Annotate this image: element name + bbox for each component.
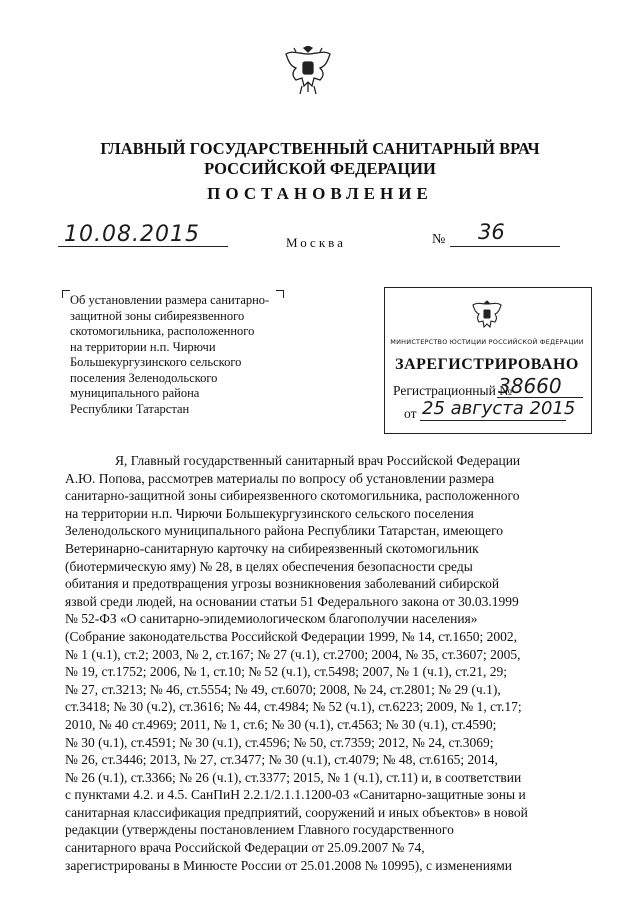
stamp-eagle-emblem-icon <box>470 300 504 334</box>
stamp-date: 25 августа 2015 <box>422 398 576 419</box>
subject-line: защитной зоны сибиреязвенного <box>70 308 245 323</box>
subject-bracket-left <box>62 290 70 298</box>
body-line: 2010, № 40 ст.4969; 2011, № 1, ст.6; № 30 (ч.1), ст.4563; № 30 (ч.1), ст.4590; <box>65 716 497 732</box>
body-line: Зеленодольского муниципального района Республики Татарстан, имеющего <box>65 523 504 539</box>
body-line: санитарная классификация предприятий, сооружений и иных объектов» в новой <box>65 804 528 820</box>
body-line: (биотермическую яму) № 28, в целях обеспечения безопасности среды <box>65 558 473 574</box>
body-line: Я, Главный государственный санитарный врач Российской Федерации <box>115 453 521 468</box>
body-line: на территории н.п. Чирючи Большекургузинского сельского поселения <box>65 505 474 521</box>
body-line: А.Ю. Попова, рассмотрев материалы по вопросу об установлении размера <box>65 470 495 486</box>
stamp-from-label: от <box>404 406 417 421</box>
body-line: ст.3418; № 30 (ч.2), ст.3616; № 44, ст.4984; № 52 (ч.1), ст.6223; 2009, № 1, ст.17; <box>65 699 522 715</box>
body-paragraph <box>65 452 579 874</box>
body-line: № 19, ст.1752; 2006, № 1, ст.10; № 52 (ч.1), ст.5498; 2007, № 1 (ч.1), ст.21, 29; <box>65 664 507 680</box>
stamp-regno: 38660 <box>498 374 562 398</box>
body-line: редакции (утверждены постановлением Главного государственного <box>65 822 454 838</box>
stamp-regno-label: Регистрационный № <box>393 383 513 398</box>
body-line: санитарного врача Российской Федерации от 25.09.2007 № 74, <box>65 840 425 856</box>
stamp-registered: ЗАРЕГИСТРИРОВАНО <box>395 356 579 373</box>
number-underline <box>450 246 560 247</box>
subject-block <box>70 293 290 417</box>
subject-line: Большекургузинского сельского <box>70 355 242 369</box>
double-headed-eagle-emblem-icon <box>282 46 334 96</box>
body-line: № 26 (ч.1), ст.3366; № 26 (ч.1), ст.3377; 2015, № 1 (ч.1), ст.11) и, в соответствии <box>65 769 522 785</box>
body-line: обитания и предотвращения угрозы возникновения заболеваний сибирской <box>65 576 500 592</box>
document-type: ПОСТАНОВЛЕНИЕ <box>207 184 433 203</box>
body-line: № 26, ст.3446; 2013, № 27, ст.3477; № 30 (ч.1), ст.4079; № 48, ст.6165; 2014, <box>65 752 498 768</box>
document-number: 36 <box>478 220 505 244</box>
subject-line: Об установлении размера санитарно- <box>70 293 270 307</box>
stamp-date-underline <box>420 420 566 421</box>
subject-line: скотомогильника, расположенного <box>70 324 255 338</box>
body-line: Ветеринарно-санитарную карточку на сибиреязвенный скотомогильник <box>65 540 479 556</box>
issuer-title-line-1: ГЛАВНЫЙ ГОСУДАРСТВЕННЫЙ САНИТАРНЫЙ ВРАЧ <box>100 139 540 158</box>
body-line: № 52-ФЗ «О санитарно-эпидемиологическом благополучии населения» <box>65 611 478 627</box>
body-line: зарегистрированы в Минюсте России от 25.01.2008 № 10995), с изменениями <box>65 857 512 873</box>
body-line: с пунктами 4.2. и 4.5. СанПиН 2.2.1/2.1.1.1200-03 «Санитарно-защитные зоны и <box>65 787 526 803</box>
stamp-ministry: МИНИСТЕРСТВО ЮСТИЦИИ РОССИЙСКОЙ ФЕДЕРАЦИИ <box>390 338 584 346</box>
body-line: № 27, ст.3213; № 46, ст.5554; № 49, ст.6070; 2008, № 24, ст.2801; № 29 (ч.1), <box>65 681 501 697</box>
issuer-title-line-2: РОССИЙСКОЙ ФЕДЕРАЦИИ <box>204 159 436 178</box>
subject-line: на территории н.п. Чирючи <box>70 339 216 354</box>
body-line: № 30 (ч.1), ст.4591; № 30 (ч.1), ст.4596; № 50, ст.7359; 2012, № 24, ст.3069; <box>65 734 494 750</box>
number-label: № <box>432 232 446 247</box>
date-underline <box>58 246 228 247</box>
subject-line: муниципального района <box>70 386 200 400</box>
body-line: № 1 (ч.1), ст.2; 2003, № 2, ст.167; № 27 (ч.1), ст.2700; 2004, № 35, ст.3607; 2005, <box>65 646 521 662</box>
subject-line: Республики Татарстан <box>70 401 190 416</box>
city: Москва <box>286 235 346 250</box>
subject-line: поселения Зеленодольского <box>70 370 218 385</box>
body-line: язвой среди людей, на основании статьи 51 Федерального закона от 30.03.1999 <box>65 593 519 609</box>
body-line: санитарно-защитной зоны сибиреязвенного скотомогильника, расположенного <box>65 488 520 504</box>
document-date: 10.08.2015 <box>64 222 200 247</box>
body-line: (Собрание законодательства Российской Федерации 1999, № 14, ст.1650; 2002, <box>65 628 518 644</box>
